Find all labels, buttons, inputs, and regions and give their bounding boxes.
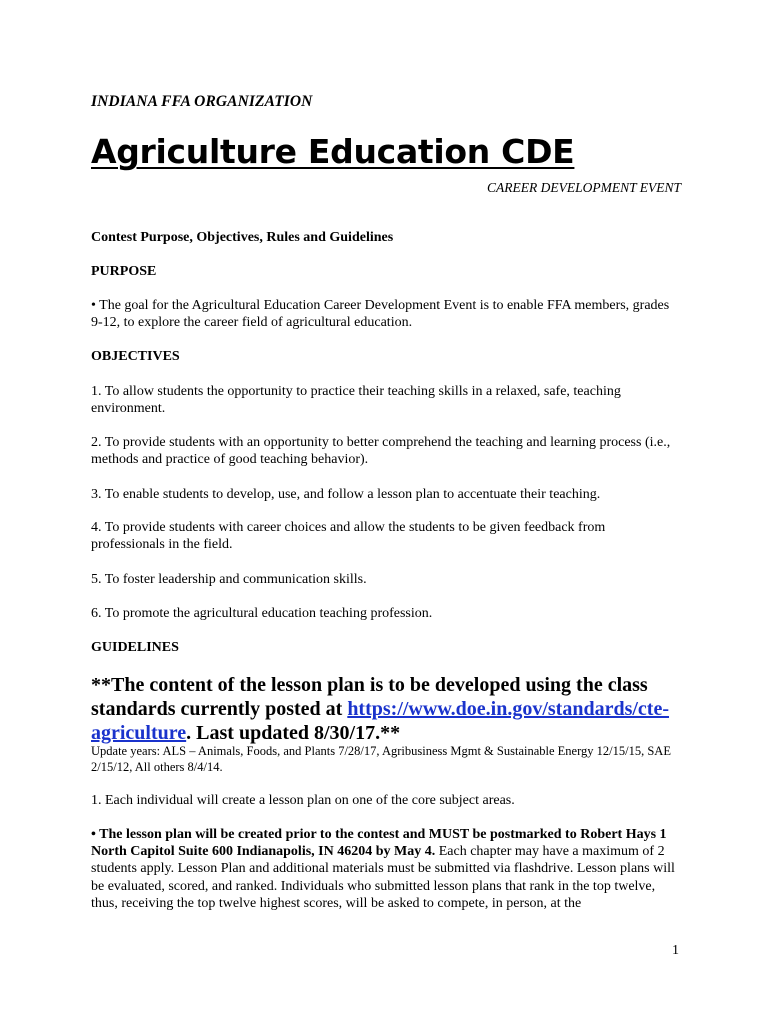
page-number: 1 [672,943,679,958]
notice-suffix: . Last updated 8/30/17.** [186,722,401,744]
notice-prefix: **The content of the lesson plan is to be developed using the class standards currently posted at [91,674,648,720]
update-years-note: Update years: ALS – Animals, Foods, and Plants 7/28/17, Agribusiness Mgmt & Sustainable Energy 12/15/15, SAE 2/15/12, All others 8/4/14. [91,744,671,774]
objective-item: 2. To provide students with an opportunity to better comprehend the teaching and learning process (i.e., methods and practice of good teaching behavior). [91,435,671,467]
guideline-bold-text: • The lesson plan will be created prior to the contest and MUST be postmarked to Robert Hays 1 North Capitol Suite 600 Indianapolis, IN 46204 by May 4. [91,827,667,860]
objective-item: 6. To promote the agricultural education teaching profession. [91,606,433,621]
guideline-text: Each chapter may have a maximum of 2 students apply. Lesson Plan and additional materials must be submitted via flashdrive. Lesson plans will be evaluated, scored, and ranked. Individuals who submitted lesson plans that rank in the top twelve, thus, receiving the top twelve highest scores, will be asked to compete, in person, at the [91,844,675,911]
standards-notice [91,673,681,745]
objective-item: 3. To enable students to develop, use, and follow a lesson plan to accentuate their teaching. [91,487,601,502]
guideline-item [91,826,681,912]
purpose-text: • The goal for the Agricultural Education Career Development Event is to enable FFA members, grades 9-12, to explore the career field of agricultural education. [91,298,670,330]
objectives-heading: OBJECTIVES [91,349,180,364]
document-title: Agriculture Education CDE [91,132,575,171]
guideline-item: 1. Each individual will create a lesson plan on one of the core subject areas. [91,793,515,808]
organization-name: INDIANA FFA ORGANIZATION [91,93,313,110]
objective-item: 5. To foster leadership and communication skills. [91,572,367,587]
section-heading: Contest Purpose, Objectives, Rules and Guidelines [91,230,394,245]
purpose-heading: PURPOSE [91,264,157,279]
objective-item: 1. To allow students the opportunity to practice their teaching skills in a relaxed, safe, teaching environment. [91,384,621,416]
guidelines-heading: GUIDELINES [91,640,179,655]
objective-item: 4. To provide students with career choices and allow the students to be given feedback from professionals in the field. [91,520,606,552]
document-subtitle: CAREER DEVELOPMENT EVENT [487,180,681,195]
standards-link[interactable]: https://www.doe.in.gov/standards/cte-agriculture [91,698,670,744]
